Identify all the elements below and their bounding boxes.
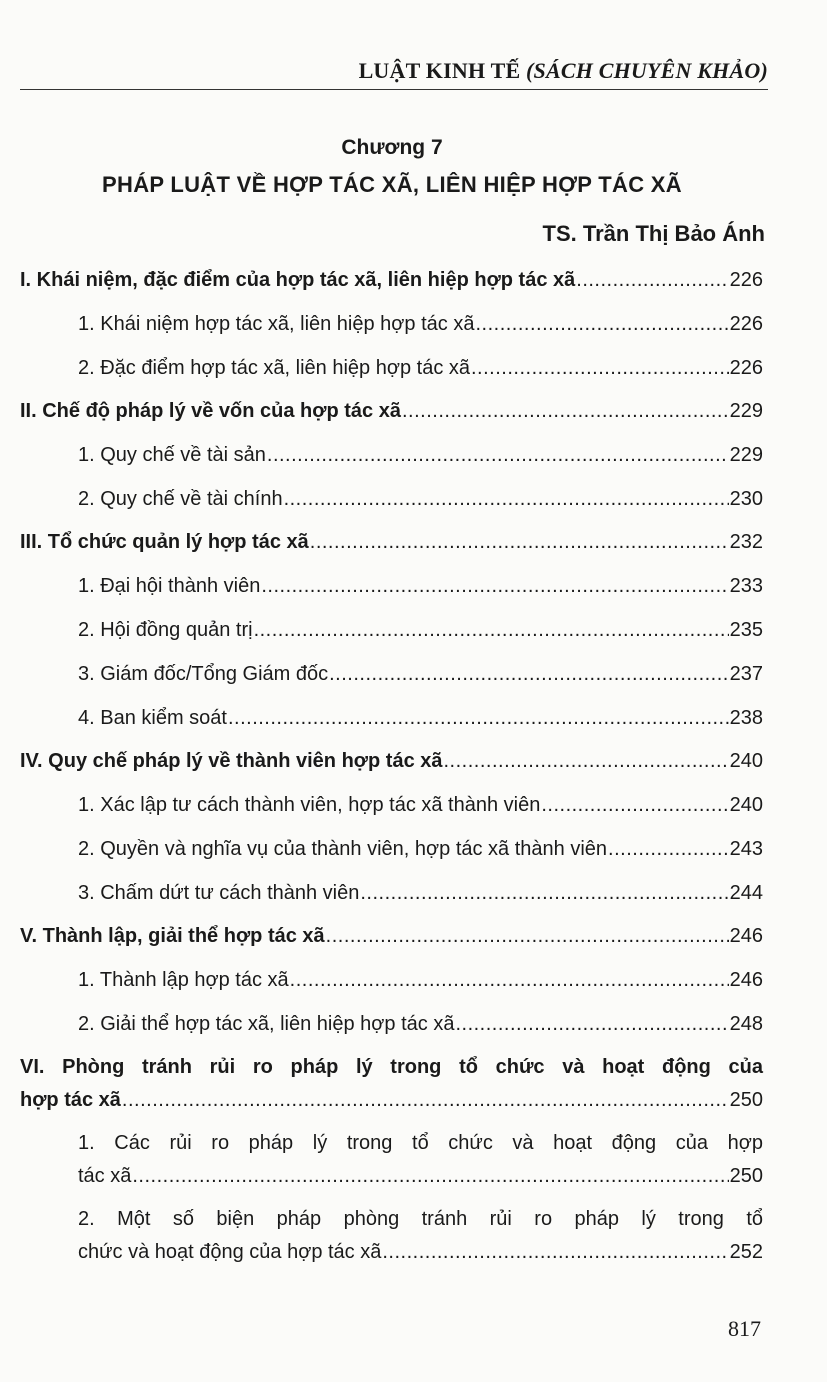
toc-subsection[interactable] [20,966,763,995]
toc-entry-title-line2: hợp tác xã [20,1089,121,1111]
toc-page-number: 233 [729,575,763,597]
toc-subsection[interactable] [20,1127,763,1193]
toc-subsection[interactable] [20,660,763,689]
toc-entry-continuation [78,1160,763,1193]
toc-page-number: 250 [729,1089,763,1111]
toc-subsection[interactable] [20,835,763,864]
toc-page-number: 232 [729,531,763,553]
dot-leader [541,791,728,820]
toc-page-number: 229 [729,400,763,422]
toc-entry-title: 4. Ban kiểm soát [78,707,227,729]
dot-leader [360,879,728,908]
toc-section-4[interactable] [20,747,763,776]
page-number: 817 [728,1316,761,1341]
toc-entry-title: 2. Hội đồng quản trị [78,619,253,641]
toc-entry-continuation [78,1236,763,1269]
dot-leader [402,397,729,426]
toc-page-number: 240 [729,750,763,772]
toc-entry-title-line1: 2. Một số biện pháp phòng tránh rủi ro pháp lý trong tổ [78,1208,763,1230]
toc-page-number: 226 [729,357,763,379]
dot-leader [254,616,729,645]
toc-entry-title: 1. Thành lập hợp tác xã [78,969,289,991]
toc-section-5[interactable] [20,922,763,951]
dot-leader [228,704,729,733]
dot-leader [471,354,729,383]
chapter-author: TS. Trần Thị Bảo Ánh [542,221,765,246]
toc-page-number: 230 [729,488,763,510]
toc-page-number: 235 [729,619,763,641]
toc-entry-title: II. Chế độ pháp lý về vốn của hợp tác xã [20,400,401,422]
toc-section-3[interactable] [20,528,763,557]
dot-leader [132,1160,728,1193]
toc-page-number: 226 [729,313,763,335]
dot-leader [329,660,729,689]
header-rule [20,89,768,90]
running-title: LUẬT KINH TẾ [358,58,521,83]
toc-page-number: 229 [729,444,763,466]
toc-subsection[interactable] [20,441,763,470]
table-of-contents [20,266,763,1269]
toc-entry-title: 3. Chấm dứt tư cách thành viên [78,882,360,904]
chapter-label: Chương 7 [341,136,443,159]
running-subtitle: (SÁCH CHUYÊN KHẢO) [526,58,768,83]
running-header [20,58,768,84]
toc-section-6[interactable] [20,1051,763,1117]
toc-page-number: 252 [729,1241,763,1263]
toc-section-2[interactable] [20,397,763,426]
toc-page-number: 237 [729,663,763,685]
toc-entry-title: 2. Quyền và nghĩa vụ của thành viên, hợp tác xã thành viên [78,838,608,860]
dot-leader [608,835,729,864]
toc-entry-title: 1. Khái niệm hợp tác xã, liên hiệp hợp tác xã [78,313,475,335]
toc-page-number: 240 [729,794,763,816]
toc-entry-title-line1: VI. Phòng tránh rủi ro pháp lý trong tổ chức và hoạt động của [20,1056,763,1078]
toc-entry-title: III. Tổ chức quản lý hợp tác xã [20,531,309,553]
toc-page-number: 226 [729,269,763,291]
toc-entry-title: IV. Quy chế pháp lý về thành viên hợp tác xã [20,750,443,772]
dot-leader [455,1010,728,1039]
toc-section-1[interactable] [20,266,763,295]
dot-leader [267,441,729,470]
chapter-title: PHÁP LUẬT VỀ HỢP TÁC XÃ, LIÊN HIỆP HỢP TÁC XÃ [102,172,682,197]
toc-page-number: 248 [729,1013,763,1035]
dot-leader [444,747,729,776]
dot-leader [382,1236,728,1269]
toc-entry-title: 1. Quy chế về tài sản [78,444,266,466]
toc-entry-title-line2: tác xã [78,1165,132,1187]
toc-entry-continuation [20,1084,763,1117]
toc-subsection[interactable] [20,879,763,908]
toc-page-number: 244 [729,882,763,904]
toc-entry-title-line1: 1. Các rủi ro pháp lý trong tổ chức và hoạt động của hợp [78,1132,763,1154]
toc-subsection[interactable] [20,485,763,514]
toc-page-number: 246 [729,925,763,947]
dot-leader [284,485,729,514]
toc-subsection[interactable] [20,704,763,733]
dot-leader [326,922,729,951]
toc-subsection[interactable] [20,354,763,383]
dot-leader [475,310,728,339]
toc-subsection[interactable] [20,572,763,601]
dot-leader [261,572,728,601]
dot-leader [310,528,729,557]
toc-page-number: 246 [729,969,763,991]
toc-subsection[interactable] [20,1203,763,1269]
toc-entry-title: 1. Đại hội thành viên [78,575,261,597]
toc-entry-title: 1. Xác lập tư cách thành viên, hợp tác xã thành viên [78,794,541,816]
toc-subsection[interactable] [20,310,763,339]
toc-subsection[interactable] [20,791,763,820]
toc-subsection[interactable] [20,1010,763,1039]
toc-page-number: 238 [729,707,763,729]
toc-page-number: 250 [729,1165,763,1187]
dot-leader [576,266,728,295]
toc-entry-title: 3. Giám đốc/Tổng Giám đốc [78,663,329,685]
toc-entry-title: 2. Quy chế về tài chính [78,488,283,510]
toc-subsection[interactable] [20,616,763,645]
dot-leader [122,1084,729,1117]
toc-entry-title: I. Khái niệm, đặc điểm của hợp tác xã, liên hiệp hợp tác xã [20,269,576,291]
toc-page-number: 243 [729,838,763,860]
toc-entry-title-line2: chức và hoạt động của hợp tác xã [78,1241,382,1263]
toc-entry-title: V. Thành lập, giải thể hợp tác xã [20,925,325,947]
dot-leader [290,966,729,995]
toc-entry-title: 2. Giải thể hợp tác xã, liên hiệp hợp tác xã [78,1013,455,1035]
toc-entry-title: 2. Đặc điểm hợp tác xã, liên hiệp hợp tác xã [78,357,470,379]
